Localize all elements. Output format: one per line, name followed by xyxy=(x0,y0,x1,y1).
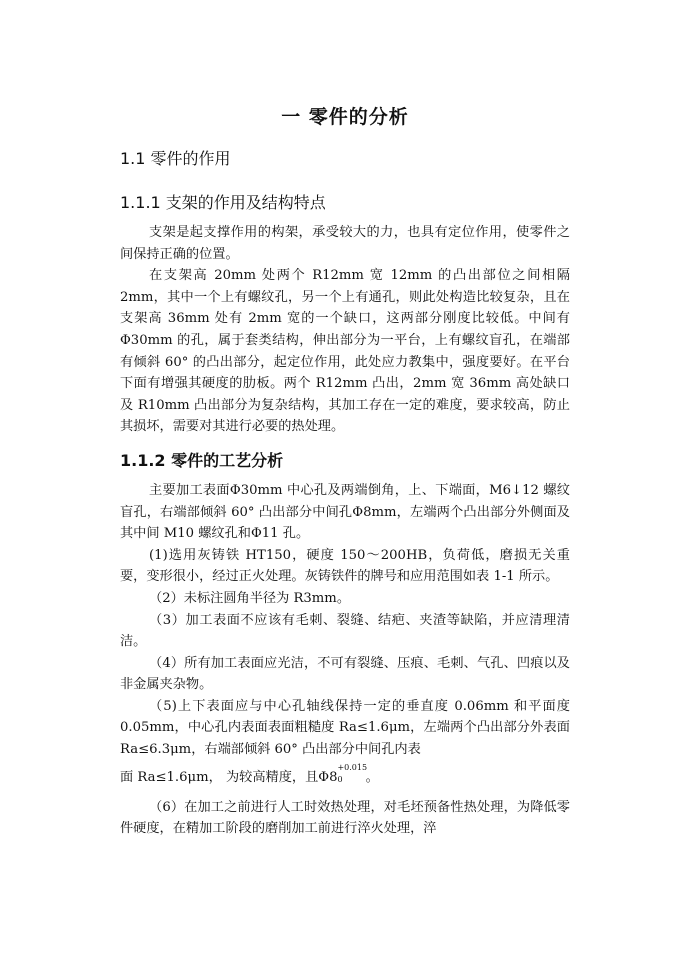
chapter-title: 一 零件的分析 xyxy=(281,106,409,128)
requirement-item-4: （4）所有加工表面应光洁，不可有裂缝、压痕、毛刺、气孔、凹痕以及非金属夹杂物。 xyxy=(120,655,570,693)
item-5-tail-text: 面 Ra≤1.6μm， 为较高精度，且Φ8 xyxy=(120,769,338,785)
tolerance-notation xyxy=(337,763,368,788)
requirement-item-5: （5)上下表面应与中心孔轴线保持一定的垂直度 0.06mm 和平面度 0.05mm，中心孔内表面表面粗糙度 Ra≤1.6μm，左端两个凸出部分外表面 Ra≤6.3μm，右端部倾斜 60° 凸出部分中间孔内表 xyxy=(120,698,570,758)
tolerance-lower: 0 xyxy=(337,775,343,785)
item-5-tail-end: 。 xyxy=(361,769,379,785)
paragraph-main-surfaces: 主要加工表面Φ30mm 中心孔及两端倒角，上、下端面，M6↓12 螺纹盲孔，右端部倾斜 60° 凸出部分中间孔Φ8mm，左端两个凸出部分外侧面及其中间 M10 螺纹孔和Φ11 孔。 xyxy=(120,482,570,542)
requirement-item-3: （3）加工表面不应该有毛刺、裂缝、结疤、夹渣等缺陷，并应清理清洁。 xyxy=(120,612,570,650)
paragraph-support-role: 支架是起支撑作用的构架，承受较大的力，也具有定位作用，使零件之间保持正确的位置。 xyxy=(120,225,570,262)
tolerance-upper: +0.015 xyxy=(337,763,368,773)
section-heading-1-1-1: 1.1.1 支架的作用及结构特点 xyxy=(120,193,326,212)
requirement-item-6: （6）在加工之前进行人工时效热处理，对毛坯预备性热处理，为降低零件硬度，在精加工阶段的磨削加工前进行淬火处理，淬 xyxy=(120,799,570,837)
requirement-item-5-tail xyxy=(120,763,570,793)
requirement-item-2: （2）未标注圆角半径为 R3mm。 xyxy=(149,590,351,606)
requirement-item-1: (1)选用灰铸铁 HT150，硬度 150～200HB，负荷低，磨损无关重要，变形很小，经过正火处理。灰铸铁件的牌号和应用范围如表 1-1 所示。 xyxy=(120,547,570,585)
document-page xyxy=(120,100,570,840)
section-heading-1-1-2: 1.1.2 零件的工艺分析 xyxy=(120,450,284,470)
section-heading-1-1: 1.1 零件的作用 xyxy=(120,149,231,168)
paragraph-structure: 在支架高 20mm 处两个 R12mm 宽 12mm 的凸出部位之间相隔 2mm，其中一个上有螺纹孔，另一个上有通孔，则此处构造比较复杂，且在支架高 36mm 处有 2mm 宽的一个缺口，这两部分刚度比较低。中间有Φ30mm 的孔，属于套类结构，伸出部分为一平台，上有螺纹盲孔，在端部有倾斜 60° 的凸出部分，起定位作用，此处应力教集中，强度要好。在平台下面有增强其硬度的肋板。两个 R12mm 凸出，2mm 宽 36mm 高处缺口及 R10mm 凸出部分为复杂结构，其加工存在一定的难度，要求较高，防止其损坏，需要对其进行必要的热处理。 xyxy=(120,268,570,435)
